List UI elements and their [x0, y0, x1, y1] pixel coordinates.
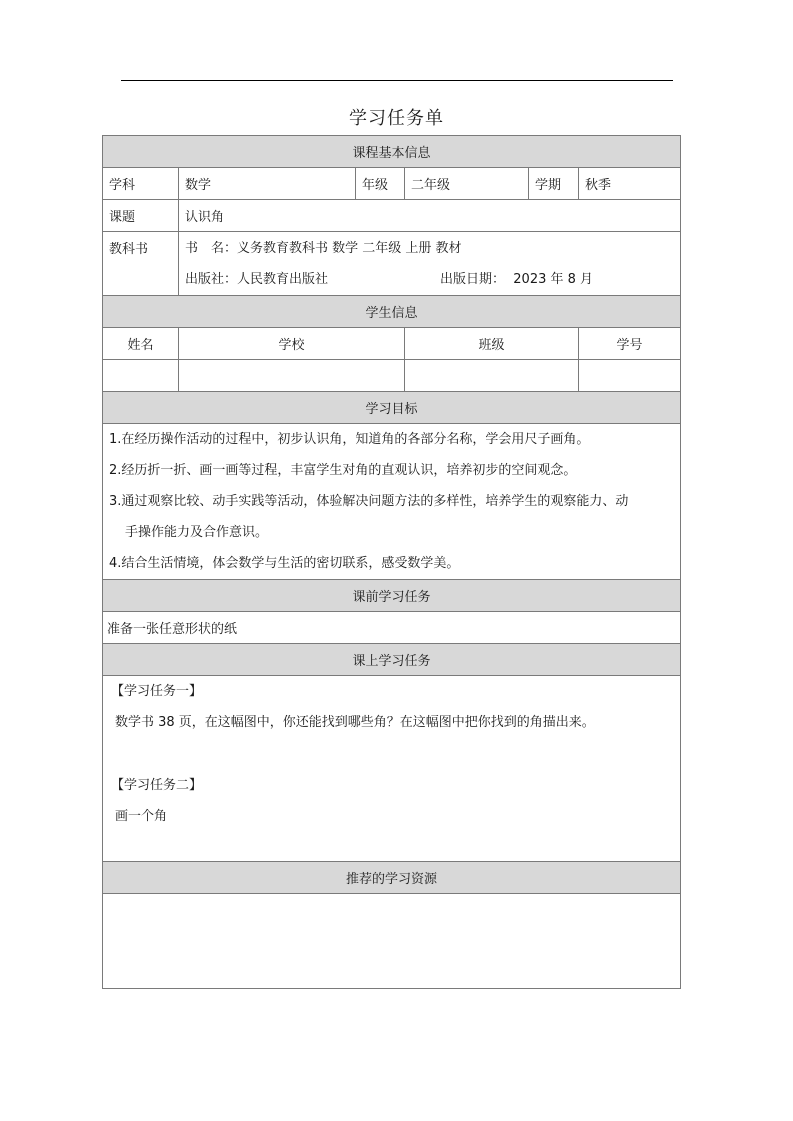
task2-content: 画一个角: [115, 809, 168, 824]
section-header-pre-class: 课前学习任务: [103, 580, 681, 612]
school-field[interactable]: [179, 360, 405, 392]
topic-value: 认识角: [179, 200, 681, 232]
textbook-label: 教科书: [103, 232, 179, 296]
subject-label: 学科: [103, 168, 179, 200]
goal-item: 1.在经历操作活动的过程中，初步认识角，知道角的各部分名称，学会用尺子画角。: [109, 432, 590, 447]
col-header-class: 班级: [405, 328, 579, 360]
document-title: 学习任务单: [349, 108, 444, 129]
col-header-name: 姓名: [103, 328, 179, 360]
goal-item: 4.结合生活情境，体会数学与生活的密切联系，感受数学美。: [109, 556, 460, 571]
textbook-info: [179, 232, 681, 296]
section-header-student-info: 学生信息: [103, 296, 681, 328]
term-label: 学期: [529, 168, 579, 200]
grade-label: 年级: [356, 168, 405, 200]
pre-class-content: 准备一张任意形状的纸: [103, 612, 681, 644]
task-sheet-table: [102, 135, 681, 989]
section-header-goals: 学习目标: [103, 392, 681, 424]
section-header-basic-info: 课程基本信息: [103, 136, 681, 168]
publish-date-value: 2023 年 8 月: [513, 271, 594, 287]
header-rule: [121, 80, 673, 81]
section-header-in-class: 课上学习任务: [103, 644, 681, 676]
class-field[interactable]: [405, 360, 579, 392]
section-header-resources: 推荐的学习资源: [103, 862, 681, 894]
resources-content[interactable]: [103, 894, 681, 989]
publish-date-label: 出版日期：: [440, 271, 506, 287]
student-id-field[interactable]: [579, 360, 681, 392]
in-class-content: [103, 676, 681, 862]
textbook-name: 书 名：义务教育教科书 数学 二年级 上册 教材: [185, 240, 462, 256]
publisher: 出版社：人民教育出版社: [185, 271, 329, 287]
subject-value: 数学: [179, 168, 356, 200]
name-field[interactable]: [103, 360, 179, 392]
goal-item: 2.经历折一折、画一画等过程，丰富学生对角的直观认识，培养初步的空间观念。: [109, 463, 577, 478]
task1-content: 数学书 38 页，在这幅图中，你还能找到哪些角？在这幅图中把你找到的角描出来。: [115, 715, 595, 730]
task2-title: 【学习任务二】: [111, 778, 203, 793]
col-header-school: 学校: [179, 328, 405, 360]
term-value: 秋季: [579, 168, 681, 200]
task1-title: 【学习任务一】: [111, 684, 203, 699]
goal-item: 3.通过观察比较、动手实践等活动，体验解决问题方法的多样性，培养学生的观察能力、动: [109, 494, 629, 509]
publisher-row: [185, 264, 674, 295]
goals-content: [103, 424, 681, 580]
topic-label: 课题: [103, 200, 179, 232]
goal-item-continued: 手操作能力及合作意识。: [125, 525, 269, 540]
col-header-student-id: 学号: [579, 328, 681, 360]
grade-value: 二年级: [405, 168, 529, 200]
